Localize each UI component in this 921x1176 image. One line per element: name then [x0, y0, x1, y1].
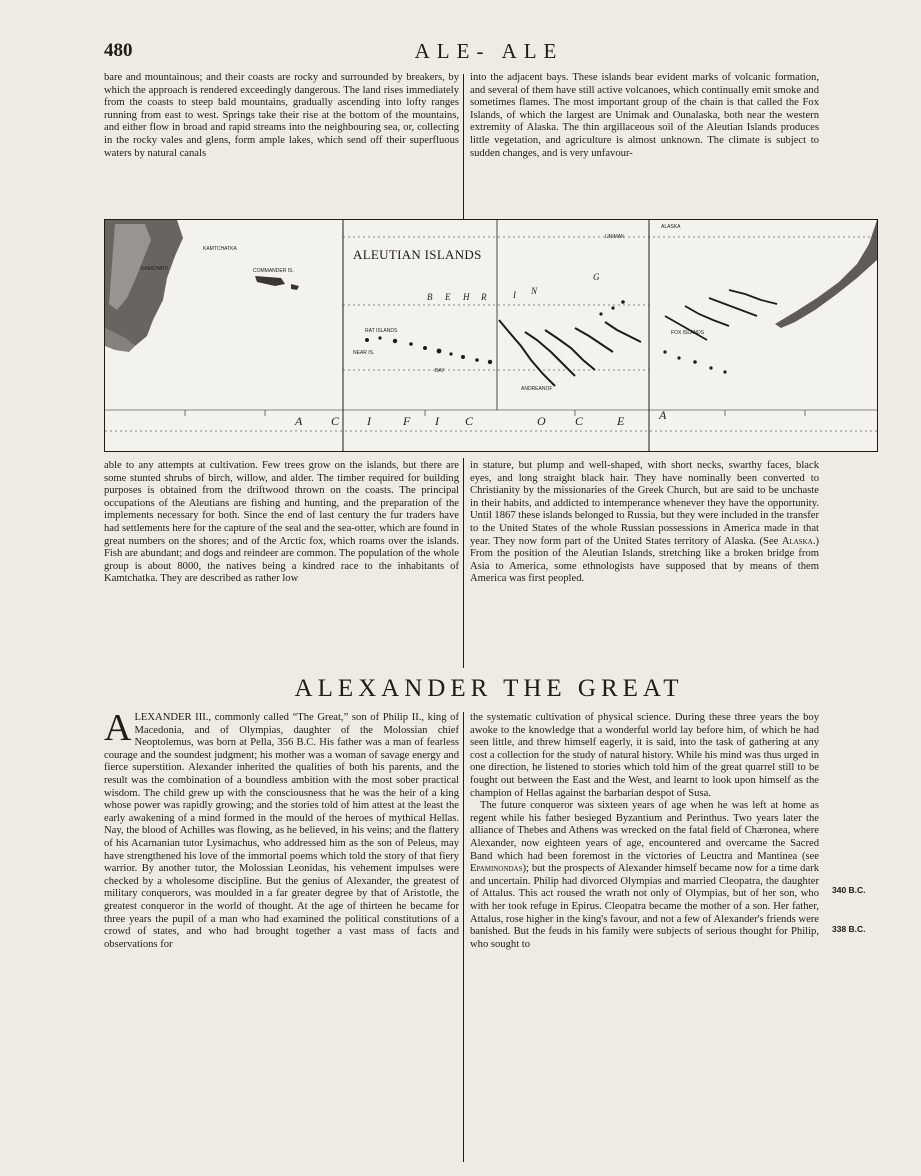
- aleutian-text-4a: in stature, but plump and well-shaped, with short necks, swarthy faces, black eyes, and long straight black hair. They have nominally been converted to Christianity by the missionaries of the Greek Church, but are said to be unchaste in their habits, and addicted to intemperance whenever they have the opportunity. Until 1867 these islands belonged to Russia, but they were included in the transfer to the United States of the whole Russian possessions in America made in that year. They now form part of the United States territory of Alaska. (See: [470, 460, 819, 547]
- alexander-column-2: [470, 712, 819, 1162]
- alexander-text-1: LEXANDER III., commonly called “The Great,” son of Philip II., king of Macedonia, and of Olympias, daughter of the Molossian chief Neoptolemus, was born at Pella, 356 B.C. His father was a man of fearless courage and the soundest judgment; his mother was a woman of savage energy and fierce superstition. Alexander inherited the qualities of both his parents, and the result was the combination of a boundless ambition with the most sober practical wisdom. The child grew up with the consciousness that he was the heir of a king whose power was rapidly growing; and the stories told of him attest at the least the early awakening of a mind formed in the mould of the heroes of mythical Hellas. Nay, the blood of Achilles was flowing, as he believed, in his veins; and the flattery of his Acarnanian tutor Lysimachus, who addressed him as the son of Peleus, may have strengthened his love of the immortal poems which told the story of that fiery warrior. By another tutor, the Molossian Leonidas, his vehement impulses were checked by a wholesome discipline. But the genius of Alexander, the greatest of military conquerors, was moulded in a far greater degree by that of Aristotle, the greatest conqueror in the world of thought. At the age of thirteen he became for three years the pupil of a man who had examined the political constitutions of a crowd of states, and who had brought together a vast mass of facts and observations for: [104, 712, 459, 950]
- map-ocean-letter: A: [659, 408, 667, 422]
- map-ocean-letter: I: [435, 414, 439, 428]
- aleutian-text-2: into the adjacent bays. These islands bear evident marks of volcanic formation, and several of them have still active volcanoes, which continually emit smoke and sometimes flames. The most important group of the chain is that called the Fox Islands, of which the largest are Unimak and Ounalaska, both near the western extremity of Alaska. The thin argillaceous soil of the Aleutian Islands produces little vegetation, and agriculture is almost unknown. The climate is subject to sudden changes, and is very unfavour-: [470, 72, 819, 159]
- page-header: [104, 40, 874, 70]
- cross-reference-epaminondas: Epaminondas: [470, 863, 523, 875]
- map-ocean-letter: I: [367, 414, 371, 428]
- map-label-fox-islands: FOX ISLANDS: [671, 330, 705, 336]
- map-sea-letter: E: [445, 292, 451, 302]
- map-label-alaska: ALASKA: [661, 224, 681, 230]
- aleutian-column-1-bottom: [104, 460, 459, 670]
- page-number: 480: [104, 40, 133, 61]
- map-ocean-letter: F: [403, 414, 411, 428]
- running-head: ALE- ALE: [414, 39, 564, 63]
- map-ocean-letter: E: [617, 414, 625, 428]
- map-sea-letter: H: [463, 292, 470, 302]
- alexander-text-3a: The future conqueror was sixteen years of age when he was left at home as regent while his father besieged Byzantium and Perinthus. Two years later the alliance of Thebes and Athens was wrecked on the fatal field of Chæronea, where Alexander, now eighteen years of age, encountered and overcame the Sacred Band which had been foremost in the victories of Leuctra and Mantinea (see: [470, 800, 819, 862]
- alexander-paragraph-2: the systematic cultivation of physical science. During these three years the boy awoke to the knowledge that a wonderful world lay before him, of which he had seen little, and threw himself eagerly, it is said, into the task of gathering at any cost a collection for the study of natural history. While his mind was thus urged in one direction, he listened to stories which told him of the great quarrel still to be fought out between the East and the West, and learnt to look upon himself as the champion of Hellas against the barbarian despot of Susa.: [470, 712, 819, 799]
- aleutian-column-2-top: [470, 72, 819, 220]
- aleutian-text-4b: .) From the position of the Aleutian Islands, stretching like a broken bridge from Asia to America, some ethnologists have supposed that by means of them America was first peopled.: [470, 535, 819, 585]
- map-ocean-letter: C: [575, 414, 584, 428]
- alexander-paragraph-1: [104, 712, 459, 951]
- drop-cap: A: [104, 712, 132, 749]
- margin-date: 338 B.C.: [832, 924, 866, 934]
- map-label-kamtchatka: KAMTCHATKA: [203, 246, 237, 252]
- map-ocean-letter: A: [295, 414, 303, 428]
- aleutian-column-2-bottom: [470, 460, 819, 670]
- aleutian-text-1: bare and mountainous; and their coasts are rocky and surrounded by breakers, by which the approach is rendered exceedingly dangerous. The land rises immediately from the coasts to steep bald mountains, gradually ascending into lofty ranges running from east to west. Springs take their rise at the bottom of the mountains, and either flow in broad and rapid streams into the neighbouring sea, or, collecting in the rocky vales and glens, form ample lakes, which send off their superfluous waters by natural canals: [104, 72, 459, 159]
- column-divider: [463, 458, 464, 668]
- map-sea-letter: G: [593, 272, 600, 282]
- column-divider: [463, 74, 464, 220]
- cross-reference-alaska: Alaska: [781, 535, 813, 547]
- map-ocean-letter: C: [331, 414, 340, 428]
- aleutian-text-3: able to any attempts at cultivation. Few trees grow on the islands, but there are some stunted shrubs of birch, willow, and alder. The timber required for building purposes is obtained from the driftwood thrown on the coasts. The principal occupations of the Aleutians are fishing and hunting, and the preparation of the implements necessary for both. Since the end of last century the fur traders have had settlements here for the capture of the seal and the sea-otter, which are found in great numbers on the shores; and of the Arctic fox, which roams over the islands. Fish are abundant; and dogs and reindeer are common. The population of the whole group is about 8000, the natives being a kindred race to the inhabitants of Kamtchatka. They are described as rather low: [104, 460, 459, 585]
- map-label-bay: BAY: [435, 368, 445, 374]
- margin-date: 340 B.C.: [832, 885, 866, 895]
- map-title: ALEUTIAN ISLANDS: [353, 247, 482, 262]
- map-sea-letter: R: [481, 292, 487, 302]
- map-ocean-letter: C: [465, 414, 474, 428]
- map-sea-letter: B: [427, 292, 433, 302]
- aleutian-column-1-top: [104, 72, 459, 220]
- map-label-commander: COMMANDER IS.: [253, 268, 294, 274]
- map-label-andreanof: ANDREANOF: [521, 386, 553, 392]
- map-label-kamchatka-sea: KAMCHATK: [141, 266, 169, 272]
- map-drawing: [105, 220, 877, 451]
- alexander-column-1: [104, 712, 459, 1162]
- article-title: ALEXANDER THE GREAT: [294, 675, 684, 702]
- column-divider: [463, 712, 464, 1162]
- aleutian-islands-map: [104, 219, 878, 452]
- map-sea-letter: I: [513, 290, 516, 300]
- aleutian-text-4: [470, 460, 819, 586]
- map-ocean-letter: O: [537, 414, 546, 428]
- map-label-rat-islands: RAT ISLANDS: [365, 328, 398, 334]
- map-sea-letter: N: [531, 286, 538, 296]
- map-label-unimak: UNIMAK: [605, 234, 625, 240]
- alexander-text-3b: ); but the prospects of Alexander himself became now for a time dark and uncertain. Philip had divorced Olympias and married Cleopatra, the daughter of Attalus. This act roused the wrath not only of Olympias, but of her son, who with her took refuge in Epirus. Cleopatra became the mother of a son. Her father, Attalus, rose higher in the king's favour, and not a few of Alexander's friends were banished. But the feuds in his family were subjects of serious thought for Philip, who sought to: [470, 863, 819, 950]
- alexander-paragraph-3: [470, 800, 819, 951]
- map-label-near-islands: NEAR IS.: [353, 350, 375, 356]
